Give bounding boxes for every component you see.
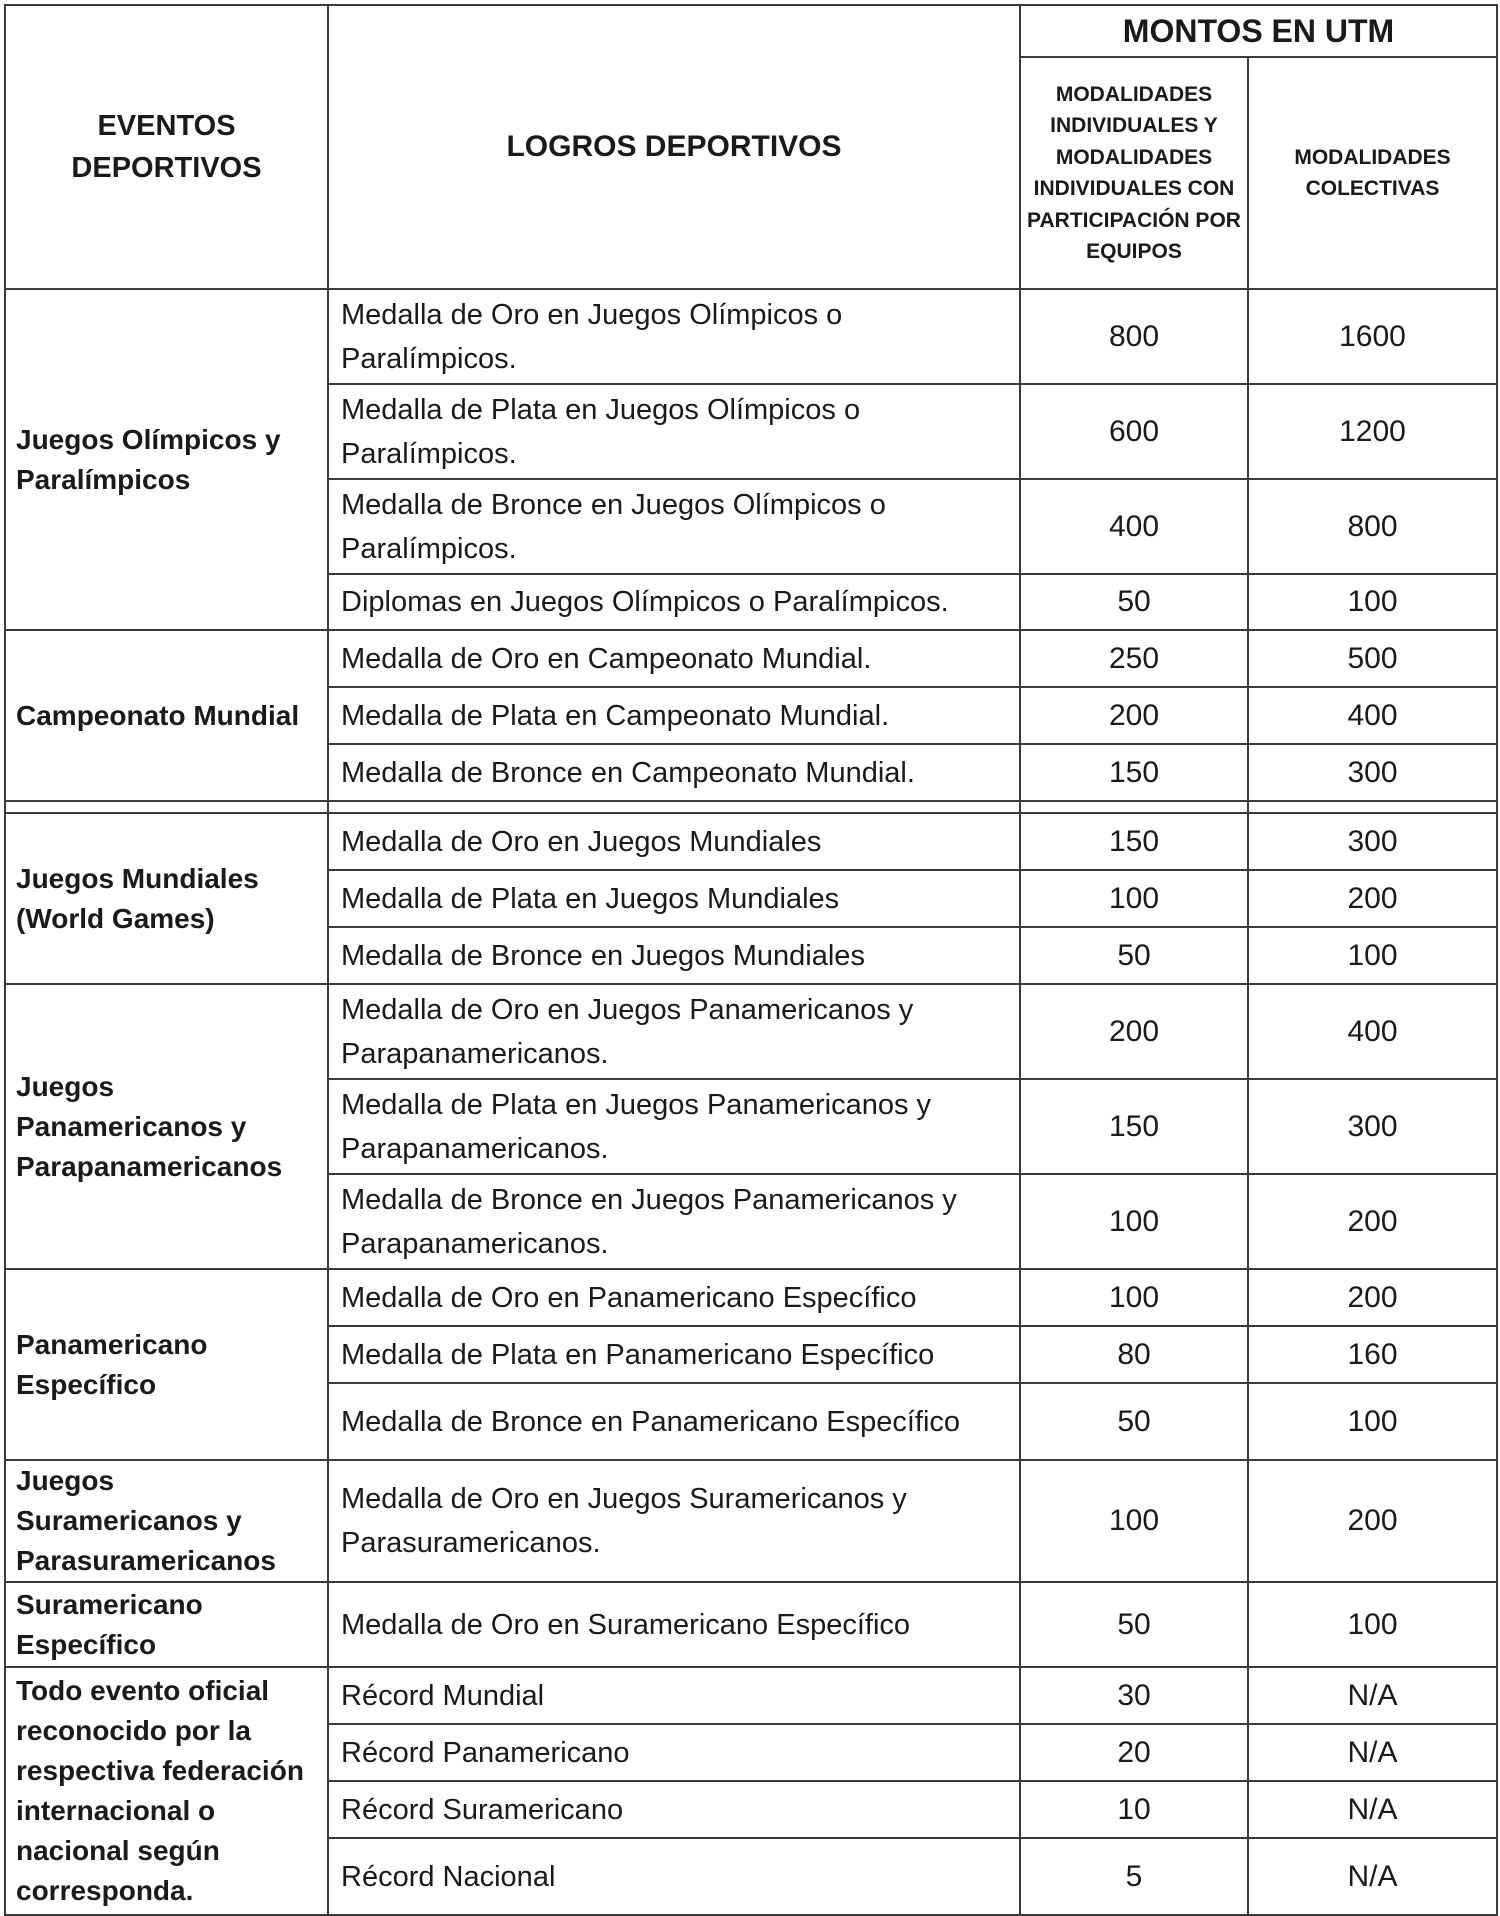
- amount-individual: 20: [1020, 1724, 1248, 1781]
- amount-colectiva: N/A: [1248, 1781, 1497, 1838]
- amount-colectiva: 100: [1248, 927, 1497, 984]
- amount-individual: 50: [1020, 1383, 1248, 1460]
- amount-individual: 100: [1020, 1174, 1248, 1269]
- amount-individual: 10: [1020, 1781, 1248, 1838]
- table-row: [5, 1582, 1497, 1667]
- header-eventos: EVENTOS DEPORTIVOS: [5, 5, 328, 289]
- amount-individual: 100: [1020, 1269, 1248, 1326]
- header-individuales: MODALIDADES INDIVIDUALES Y MODALIDADES INDIVIDUALES CON PARTICIPACIÓN POR EQUIPOS: [1020, 57, 1248, 289]
- logro-cell: Récord Nacional: [328, 1838, 1020, 1915]
- logro-cell: Medalla de Oro en Panamericano Específico: [328, 1269, 1020, 1326]
- separator-cell: [328, 801, 1020, 813]
- logro-cell: Medalla de Plata en Juegos Panamericanos y Parapanamericanos.: [328, 1079, 1020, 1174]
- separator-cell: [1020, 801, 1248, 813]
- amount-individual: 800: [1020, 289, 1248, 384]
- amount-colectiva: 300: [1248, 1079, 1497, 1174]
- event-name: Todo evento oficial reconocido por la respectiva federación internacional o nacional según corresponda.: [5, 1667, 328, 1915]
- event-name: Juegos Mundiales (World Games): [5, 813, 328, 984]
- logro-cell: Medalla de Oro en Campeonato Mundial.: [328, 630, 1020, 687]
- table-row: [5, 1460, 1497, 1582]
- logro-cell: Récord Suramericano: [328, 1781, 1020, 1838]
- logro-cell: Medalla de Plata en Panamericano Específico: [328, 1326, 1020, 1383]
- amount-colectiva: 400: [1248, 687, 1497, 744]
- amount-colectiva: 200: [1248, 1460, 1497, 1582]
- amount-colectiva: 100: [1248, 1383, 1497, 1460]
- amount-colectiva: 1600: [1248, 289, 1497, 384]
- amount-individual: 150: [1020, 813, 1248, 870]
- logro-cell: Medalla de Oro en Juegos Suramericanos y Parasuramericanos.: [328, 1460, 1020, 1582]
- logro-cell: Medalla de Oro en Juegos Mundiales: [328, 813, 1020, 870]
- table-row: [5, 630, 1497, 687]
- table-row: [5, 1667, 1497, 1724]
- amount-colectiva: 200: [1248, 870, 1497, 927]
- header-colectivas: MODALIDADES COLECTIVAS: [1248, 57, 1497, 289]
- amount-individual: 100: [1020, 1460, 1248, 1582]
- amount-colectiva: N/A: [1248, 1838, 1497, 1915]
- logro-cell: Medalla de Oro en Juegos Olímpicos o Paralímpicos.: [328, 289, 1020, 384]
- logro-cell: Medalla de Oro en Juegos Panamericanos y Parapanamericanos.: [328, 984, 1020, 1079]
- amount-colectiva: 100: [1248, 1582, 1497, 1667]
- logro-cell: Diplomas en Juegos Olímpicos o Paralímpicos.: [328, 574, 1020, 630]
- amount-individual: 5: [1020, 1838, 1248, 1915]
- amount-colectiva: 800: [1248, 479, 1497, 574]
- header-logros: LOGROS DEPORTIVOS: [328, 5, 1020, 289]
- amount-colectiva: 100: [1248, 574, 1497, 630]
- amount-colectiva: 1200: [1248, 384, 1497, 479]
- amount-individual: 80: [1020, 1326, 1248, 1383]
- logro-cell: Récord Mundial: [328, 1667, 1020, 1724]
- logro-cell: Medalla de Bronce en Juegos Mundiales: [328, 927, 1020, 984]
- amount-individual: 100: [1020, 870, 1248, 927]
- logro-cell: Medalla de Oro en Suramericano Específico: [328, 1582, 1020, 1667]
- amount-colectiva: 300: [1248, 813, 1497, 870]
- amount-colectiva: N/A: [1248, 1724, 1497, 1781]
- separator-cell: [1248, 801, 1497, 813]
- event-name: Panamericano Específico: [5, 1269, 328, 1460]
- event-name: Juegos Olímpicos y Paralímpicos: [5, 289, 328, 630]
- logro-cell: Medalla de Bronce en Campeonato Mundial.: [328, 744, 1020, 801]
- event-name: Campeonato Mundial: [5, 630, 328, 801]
- logro-cell: Medalla de Plata en Juegos Olímpicos o Paralímpicos.: [328, 384, 1020, 479]
- table-row: [5, 289, 1497, 384]
- amount-individual: 250: [1020, 630, 1248, 687]
- amount-individual: 150: [1020, 744, 1248, 801]
- amount-individual: 200: [1020, 687, 1248, 744]
- event-name: Juegos Panamericanos y Parapanamericanos: [5, 984, 328, 1269]
- table-row: [5, 813, 1497, 870]
- logro-cell: Medalla de Bronce en Juegos Panamericanos y Parapanamericanos.: [328, 1174, 1020, 1269]
- amount-individual: 30: [1020, 1667, 1248, 1724]
- awards-table: [4, 4, 1498, 1916]
- header-row: [5, 5, 1497, 57]
- amount-individual: 200: [1020, 984, 1248, 1079]
- amount-individual: 50: [1020, 574, 1248, 630]
- amount-individual: 150: [1020, 1079, 1248, 1174]
- header-montos: MONTOS EN UTM: [1020, 5, 1497, 57]
- table-row: [5, 1269, 1497, 1326]
- separator-row: [5, 801, 1497, 813]
- separator-cell: [5, 801, 328, 813]
- event-name: Suramericano Específico: [5, 1582, 328, 1667]
- amount-colectiva: 160: [1248, 1326, 1497, 1383]
- amount-colectiva: 200: [1248, 1269, 1497, 1326]
- logro-cell: Medalla de Bronce en Juegos Olímpicos o Paralímpicos.: [328, 479, 1020, 574]
- amount-individual: 600: [1020, 384, 1248, 479]
- logro-cell: Medalla de Plata en Campeonato Mundial.: [328, 687, 1020, 744]
- amount-individual: 50: [1020, 1582, 1248, 1667]
- event-name: Juegos Suramericanos y Parasuramericanos: [5, 1460, 328, 1582]
- table-row: [5, 984, 1497, 1079]
- logro-cell: Medalla de Plata en Juegos Mundiales: [328, 870, 1020, 927]
- amount-colectiva: 200: [1248, 1174, 1497, 1269]
- amount-individual: 400: [1020, 479, 1248, 574]
- logro-cell: Medalla de Bronce en Panamericano Específico: [328, 1383, 1020, 1460]
- logro-cell: Récord Panamericano: [328, 1724, 1020, 1781]
- amount-individual: 50: [1020, 927, 1248, 984]
- amount-colectiva: 400: [1248, 984, 1497, 1079]
- amount-colectiva: N/A: [1248, 1667, 1497, 1724]
- amount-colectiva: 500: [1248, 630, 1497, 687]
- amount-colectiva: 300: [1248, 744, 1497, 801]
